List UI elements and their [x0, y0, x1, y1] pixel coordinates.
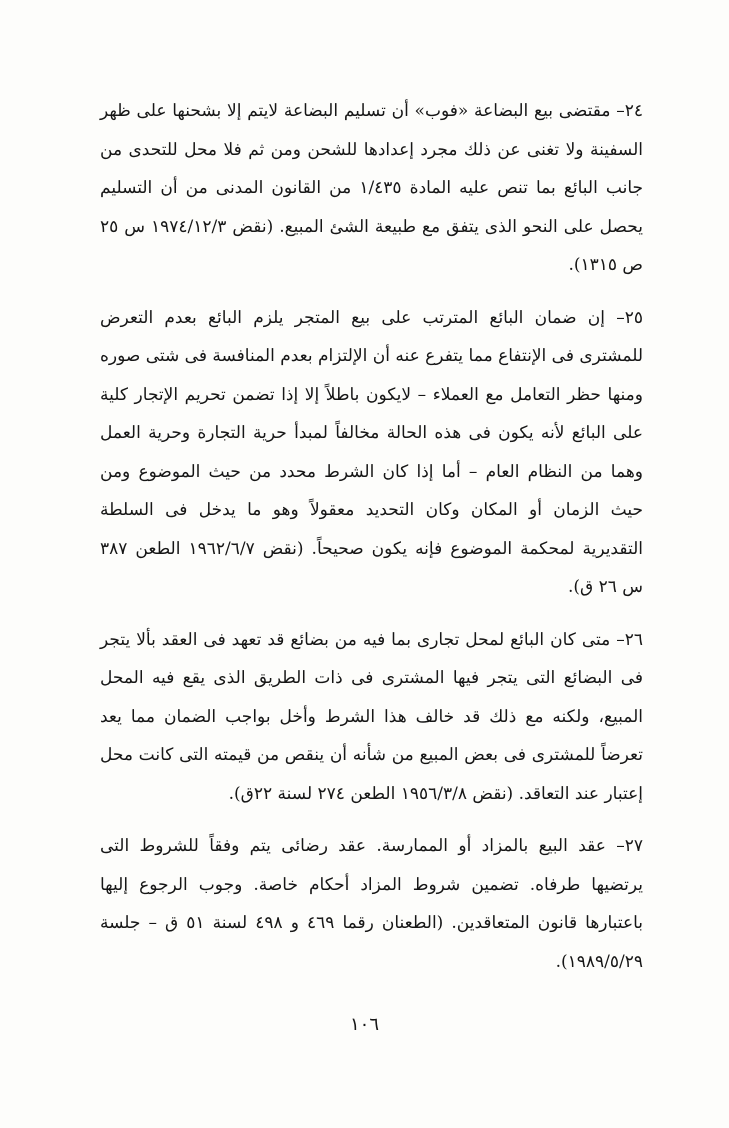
page-body — [100, 92, 643, 981]
paragraph-25: ٢٥– إن ضمان البائع المترتب على بيع المتجر يلزم البائع بعدم التعرض للمشترى فى الإنتفاع مما يتفرع عنه أن الإلتزام بعدم المنافسة فى شتى صوره ومنها حظر التعامل مع العملاء – لايكون باطلاً إلا إذا تضمن تحريم الإتجار كلية على البائع لأنه يكون فى هذه الحالة مخالفاً لمبدأ حرية التجارة وحرية العمل وهما من النظام العام – أما إذا كان الشرط محدد من حيث الموضوع ومن حيث الزمان أو المكان وكان التحديد معقولاً وهو ما يدخل فى السلطة التقديرية لمحكمة الموضوع فإنه يكون صحيحاً. (نقض ١٩٦٢/٦/٧ الطعن ٣٨٧ س ٢٦ ق). — [99, 307, 643, 597]
paragraph-27: ٢٧– عقد البيع بالمزاد أو الممارسة. عقد رضائى يتم وفقاً للشروط التى يرتضيها طرفاه. تضمين شروط المزاد أحكام خاصة. وجوب الرجوع إليها باعتبارها قانون المتعاقدين. (الطعنان رقما ٤٦٩ و ٤٩٨ لسنة ٥١ ق – جلسة ١٩٨٩/٥/٢٩). — [100, 836, 643, 972]
paragraph-26: ٢٦– متى كان البائع لمحل تجارى بما فيه من بضائع قد تعهد فى العقد بألا يتجر فى البضائع التى يتجر فيها المشترى فى ذات الطريق الذى يقع فيه المحل المبيع، ولكنه مع ذلك قد خالف هذا الشرط وأخل بواجب الضمان مما يعد تعرضاً للمشترى فى بعض المبيع من شأنه أن ينقص من قيمته التى كانت محل إعتبار عند التعاقد. (نقض ١٩٥٦/٣/٨ الطعن ٢٧٤ لسنة ٢٢ق). — [100, 629, 643, 804]
paragraph-24: ٢٤– مقتضى بيع البضاعة «فوب» أن تسليم البضاعة لايتم إلا بشحنها على ظهر السفينة ولا تغنى عن ذلك مجرد إعدادها للشحن ومن ثم فلا محل للتحدى من جانب البائع بما تنص عليه المادة ١/٤٣٥ من القانون المدنى من أن التسليم يحصل على النحو الذى يتفق مع طبيعة الشئ المبيع. (نقض ١٩٧٤/١٢/٣ س ٢٥ ص ١٣١٥). — [100, 101, 644, 275]
page-number: ١٠٦ — [349, 1014, 379, 1035]
